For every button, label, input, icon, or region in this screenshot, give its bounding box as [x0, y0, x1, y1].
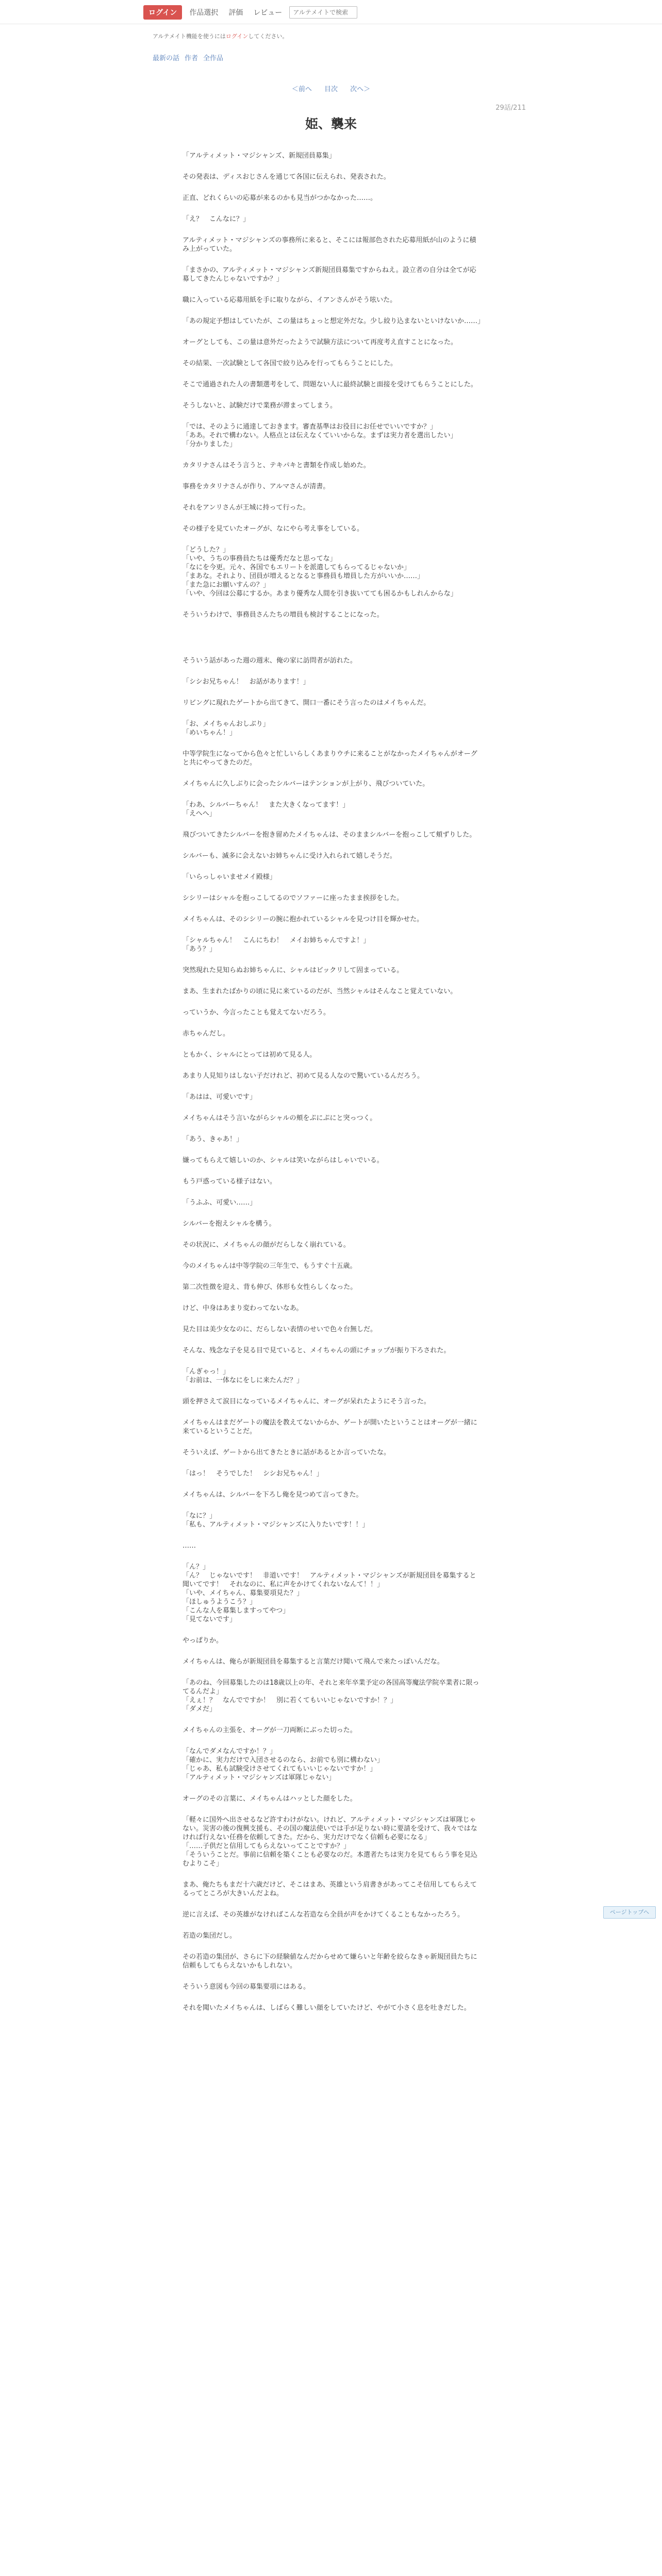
body-paragraph: そんな、残念な子を見る目で見ていると、メイちゃんの頭にチョップが振り下ろされた。 — [183, 1347, 451, 1354]
toc-link[interactable]: 目次 — [324, 86, 338, 93]
body-paragraph: その発表は、ディスおじさんを通じて各国に伝えられ、発表された。 — [183, 173, 390, 181]
chapter-title: 姫、襲来 — [305, 116, 357, 131]
body-paragraph: 「なんでダメなんですか！？」 「確かに、実力だけで入団させるのなら、お前でも別に構わない」 「じゃあ、私も試験受けさせてくれてもいいじゃないですか！」 「アルティメット・マジシャンズは軍隊じゃない」 — [183, 1748, 384, 1782]
breadcrumb — [153, 53, 223, 62]
body-paragraph: 頭を押さえて涙目になっているメイちゃんに、オーグが呆れたようにそう言った。 — [183, 1398, 431, 1405]
login-notice — [153, 32, 288, 40]
body-paragraph: そういうわけで、事務員さんたちの増員も検討することになった。 — [183, 611, 384, 619]
body-paragraph: オーグとしても、この量は意外だったようで試験方法について再度考え直すことになった。 — [183, 338, 458, 346]
body-paragraph: 正直、どれくらいの応募が来るのかも見当がつかなかった……。 — [183, 194, 377, 202]
rating-menu-item[interactable]: 評価 — [228, 9, 243, 17]
body-paragraph: 「あはは、可愛いです」 — [183, 1093, 257, 1101]
body-paragraph: 「軽々に国外へ出させるなど許すわけがない。けれど、アルティメット・マジシャンズは軍隊じゃない。災害の後の復興支援も、その国の魔法使いでは手が足りない時に要請を受けて、我々ではなければ行えない任務を依頼してきた。だから、実力だけでなく信頼も必要になる」 「……子供だと信用してもらえないってことですか？」 「そういうことだ。事前に信頼を築くことも必要なのだ。本選者たちは実力を見てもらう事を見込むよりこそ」 — [183, 1816, 478, 1868]
episode-pager — [0, 83, 662, 93]
body-paragraph: 第二次性徴を迎え、背も伸び、体形も女性らしくなった。 — [183, 1283, 357, 1291]
review-menu-item[interactable]: レビュー — [253, 9, 283, 17]
body-paragraph: メイちゃんに久しぶりに会ったシルバーはテンションが上がり、飛びついていた。 — [183, 780, 429, 788]
body-paragraph: っていうか、今言ったことも覚えてないだろう。 — [183, 1009, 330, 1016]
body-paragraph: アルティメット・マジシャンズの事務所に来ると、そこには報部色された応募用紙が山のように積み上がっていた。 — [183, 236, 476, 253]
body-paragraph: あまり人見知りはしない子だけれど、初めて見る人なので驚いているんだろう。 — [183, 1072, 424, 1080]
body-paragraph: メイちゃんは、シルバーを下ろし俺を見つめて言ってきた。 — [183, 1491, 363, 1499]
login-notice-suffix: してください。 — [248, 33, 288, 40]
body-paragraph: メイちゃんは、そのシシリーの腕に抱かれているシャルを見つけ目を輝かせた。 — [183, 916, 424, 923]
body-paragraph: 「シシお兄ちゃん！ お話があります！」 — [183, 678, 310, 686]
body-paragraph: それを聞いたメイちゃんは、しばらく難しい顔をしていたけど、やがて小さく息を吐きだした。 — [183, 2004, 471, 2012]
body-paragraph: リビングに現れたゲートから出てきて、開口一番にそう言ったのはメイちゃんだ。 — [183, 699, 431, 707]
body-paragraph: まあ、生まれたばかりの頃に見に来ているのだが、当然シャルはそんなこと覚えていない。 — [183, 988, 457, 995]
page-top-button[interactable]: ページトップへ — [603, 1906, 656, 1919]
body-paragraph: メイちゃんの主張を、オーグが一刀両断にぶった切った。 — [183, 1726, 357, 1734]
body-paragraph: 職に入っている応募用紙を手に取りながら、イアンさんがそう呟いた。 — [183, 296, 397, 304]
body-paragraph: メイちゃんは、俺らが新規団員を募集すると言葉だけ聞いて飛んで来たっぽいんだな。 — [183, 1658, 444, 1666]
body-paragraph: シルバーを抱えシャルを構う。 — [183, 1220, 276, 1228]
body-paragraph: 「はっ！ そうでした！ シシお兄ちゃん！」 — [183, 1470, 323, 1478]
body-paragraph: それをアンリさんが王城に持って行った。 — [183, 504, 310, 512]
body-paragraph: 事務をカタリナさんが作り、アルマさんが清書。 — [183, 483, 330, 490]
episode-number: 29話/211 — [495, 104, 526, 112]
body-paragraph: カタリナさんはそう言うと、テキパキと書類を作成し始めた。 — [183, 462, 370, 469]
body-paragraph: 「どうした？」 「いや、うちの事務員たちは優秀だなと思ってな」 「なにを今更。元々、各国でもエリートを派遣してもらってるじゃないか」 「まあな。それより、団員が増えるとなると事務員も増員した方がいいか……」 「また急にお願いすんの？」 「いや、今回は公募にするか。あまり優秀な人間を引き抜いてても困るかもしれんからな」 — [183, 546, 457, 598]
body-paragraph: 「ん？」 「ん？ じゃないです！ 非道いです！ アルティメット・マジシャンズが新規団員を募集すると聞いてです！ それなのに、私に声をかけてくれないなんて！！」 「いや、メイちゃん、募集要項見た？」 「ほしゅうようこう？」 「こんな人を募集しますってやつ」 「見てないです」 — [183, 1563, 476, 1623]
body-paragraph: けど、中身はあまり変わってないなあ。 — [183, 1304, 303, 1312]
body-paragraph: 「アルティメット・マジシャンズ、新規団員募集」 — [183, 152, 336, 160]
novel-body — [183, 151, 485, 2025]
body-paragraph: 「あう、きゃあ！」 — [183, 1136, 243, 1143]
login-notice-link[interactable]: ログイン — [225, 33, 249, 40]
body-paragraph: 「あのね、今回募集したのは18歳以上の年、それと来年卒業予定の各国高等魔法学院卒業者に限ってるんだよ」 「えぇ！？ なんでですか！ 別に若くてもいいじゃないですか！？」 「ダメだ」 — [183, 1679, 479, 1713]
search-input[interactable] — [289, 6, 357, 19]
body-paragraph: その状況に、メイちゃんの顔がだらしなく崩れている。 — [183, 1241, 350, 1249]
body-paragraph: 「え？ こんなに？」 — [183, 215, 250, 223]
body-paragraph: まあ、俺たちもまだ十六歳だけど、そこはまあ、英雄という肩書きがあってこそ信用してもらえてるってところが大きいんだよね。 — [183, 1881, 477, 1897]
works-menu-item[interactable]: 作品選択 — [189, 9, 219, 17]
body-paragraph: 今のメイちゃんは中等学院の三年生で、もうすぐ十五歳。 — [183, 1262, 357, 1270]
body-paragraph: 「いらっしゃいませメイ殿様」 — [183, 873, 276, 881]
body-paragraph: 「まさかの、アルティメット・マジシャンズ新規団員募集ですからねえ。設立者の自分は全てが応募してきたんじゃないですか？」 — [183, 266, 476, 283]
body-paragraph: メイちゃんはそう言いながらシャルの頬をぷにぷにと突っつく。 — [183, 1114, 377, 1122]
top-nav — [143, 5, 357, 20]
body-paragraph: その様子を見ていたオーグが、なにやら考え事をしている。 — [183, 525, 364, 533]
body-paragraph: 「うふふ、可愛い……」 — [183, 1199, 257, 1207]
body-paragraph: シルバーも、滅多に会えないお姉ちゃんに受け入れられて嬉しそうだ。 — [183, 852, 396, 860]
body-paragraph: 突然現れた見知らぬお姉ちゃんに、シャルはビックリして固まっている。 — [183, 967, 404, 974]
body-paragraph: 「あの規定予想はしていたが、この量はちょっと想定外だな。少し絞り込まないといけないか……」 — [183, 317, 485, 325]
body-paragraph: 逆に言えば、その英雄がなければこんな若造なら全員が声をかけてくることもなかったろう。 — [183, 1911, 465, 1919]
body-paragraph: もう戸惑っている様子はない。 — [183, 1178, 277, 1185]
prev-episode-link[interactable]: ＜前へ — [291, 86, 312, 93]
body-paragraph: ともかく、シャルにとっては初めて見る人。 — [183, 1051, 317, 1059]
breadcrumb-author[interactable]: 作者 — [185, 55, 198, 62]
body-paragraph: 中等学院生になってから色々と忙しいらしくあまりウチに来ることがなかったメイちゃんがオーグと共にやってきたのだ。 — [183, 750, 477, 767]
login-button[interactable]: ログイン — [143, 5, 182, 20]
body-paragraph: …… — [183, 1542, 196, 1550]
next-episode-link[interactable]: 次へ＞ — [350, 86, 371, 93]
body-paragraph: その若造の集団が、さらに下の経験値なんだからせめて嫌らいと年齢を絞らなきゃ新規団員たちに信頼もしてもらえないかもしれない。 — [183, 1953, 477, 1970]
body-paragraph: 若造の集団だし。 — [183, 1932, 237, 1940]
body-paragraph: シシリーはシャルを抱っこしてるのでソファーに座ったまま挨拶をした。 — [183, 894, 404, 902]
body-paragraph: そういう意図も今回の募集要項にはある。 — [183, 1983, 310, 1991]
body-paragraph: 「では、そのように通達しておきます。審査基準はお役目にお任せでいいですか？」 「ああ。それで構わない。人格点とは伝えなくていいからな。まずは実力者を選出したい」 「分かりました」 — [183, 423, 457, 448]
body-paragraph: メイちゃんはまだゲートの魔法を教えてないからか、ゲートが開いたということはオーグが一緒に来ているということだ。 — [183, 1419, 477, 1435]
login-notice-prefix: アルテメイト機能を使うには — [153, 33, 226, 40]
breadcrumb-latest[interactable]: 最新の話 — [153, 55, 180, 62]
body-paragraph: 嫌ってもらえて嬉しいのか、シャルは笑いながらはしゃいでいる。 — [183, 1157, 384, 1164]
body-paragraph: 「お、メイちゃんおしぶり」 「めいちゃん！」 — [183, 720, 270, 737]
body-paragraph: その結果、一次試験として各国で絞り込みを行ってもらうことにした。 — [183, 360, 398, 367]
breadcrumb-all-works[interactable]: 全作品 — [203, 55, 224, 62]
body-paragraph: そういえば、ゲートから出てきたときに話があるとか言っていたな。 — [183, 1449, 391, 1456]
body-paragraph: 「なに？」 「私も、アルティメット・マジシャンズに入りたいです！！」 — [183, 1512, 369, 1529]
body-paragraph: 飛びついてきたシルバーを抱き留めたメイちゃんは、そのままシルバーを抱っこして頬ずりした。 — [183, 831, 476, 839]
body-paragraph: 「シャルちゃん！ こんにちわ！ メイお姉ちゃんですよ！」 「あう？」 — [183, 937, 370, 953]
body-paragraph: 赤ちゃんだし。 — [183, 1030, 230, 1038]
body-paragraph: 見た目は美少女なのに、だらしない表情のせいで色々台無しだ。 — [183, 1326, 377, 1333]
body-paragraph: 「わあ、シルバーちゃん！ また大きくなってます！」 「えへへ」 — [183, 801, 350, 818]
body-paragraph: そうしないと、試験だけで業務が滞まってしまう。 — [183, 402, 337, 410]
body-paragraph: そこで通過された人の書類選考をして、問題ない人に最終試験と面接を受けてもらうことにした。 — [183, 381, 477, 388]
body-paragraph: そういう話があった週の週末、俺の家に訪問者が訪れた。 — [183, 657, 357, 665]
body-paragraph: やっぱりか。 — [183, 1637, 223, 1645]
body-paragraph: 「んぎゃっ！」 「お前は、一体なにをしに来たんだ？」 — [183, 1368, 304, 1384]
body-paragraph: オーグのその言葉に、メイちゃんはハッとした顔をした。 — [183, 1795, 357, 1803]
section-break — [183, 632, 482, 656]
top-navigation-bar — [0, 0, 662, 24]
